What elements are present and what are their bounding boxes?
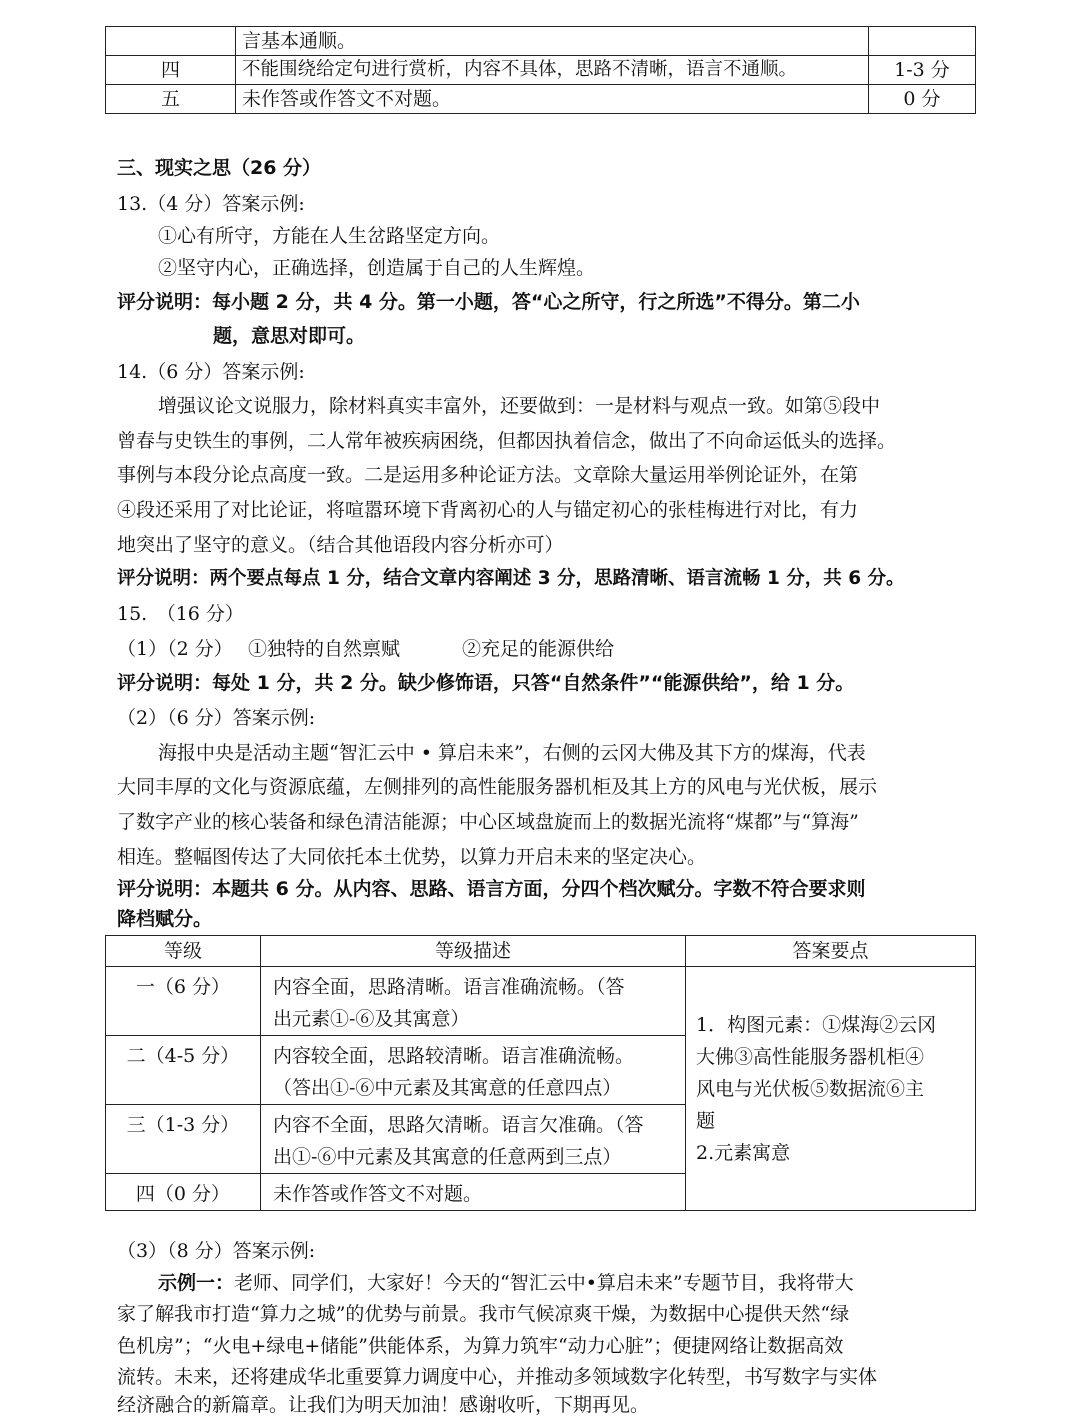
desc-cell: 未作答或作答文不对题。 xyxy=(236,85,869,114)
example-line: 流转。未来，还将建成华北重要算力调度中心，并推动多领域数字化转型，书写数字与实体 xyxy=(117,1366,878,1388)
desc-cell: 不能围绕给定句进行赏析，内容不具体，思路不清晰，语言不通顺。 xyxy=(236,56,869,85)
q14-line: 曾春与史铁生的事例，二人常年被疾病困绕，但都因执着信念，做出了不向命运低头的选择。 xyxy=(117,430,897,452)
desc-cell xyxy=(261,1036,686,1105)
q13-rubric: 评分说明：每小题 2 分，共 4 分。第一小题，答“心之所守，行之所选”不得分。第二小 xyxy=(117,291,860,313)
table-row xyxy=(106,85,976,114)
q13-answer-1: ①心有所守，方能在人生岔路坚定方向。 xyxy=(158,225,501,247)
q15-part1-rubric: 评分说明：每处 1 分，共 2 分。缺少修饰语，只答“自然条件”“能源供给”，给 1 分。 xyxy=(117,672,855,694)
q14-line: 地突出了坚守的意义。（结合其他语段内容分析亦可） xyxy=(117,534,564,556)
example-line: 老师、同学们，大家好！今天的“智汇云中•算启未来”专题节目，我将带大 xyxy=(234,1272,854,1294)
q14-line: ④段还采用了对比论证，将喧嚣环境下背离初心的人与锚定初心的张桂梅进行对比，有力 xyxy=(117,499,859,521)
grade-cell: 五 xyxy=(106,85,236,114)
score-cell: 1-3 分 xyxy=(869,56,976,85)
q15-part1-answer-a: ①独特的自然禀赋 xyxy=(248,638,401,660)
score-cell xyxy=(869,27,976,56)
desc-cell xyxy=(261,1174,686,1211)
q15-part3-first-line xyxy=(158,1272,854,1295)
desc-line: 内容不全面，思路欠清晰。语言欠准确。（答 xyxy=(273,1114,644,1136)
desc-cell xyxy=(261,967,686,1036)
q15-part2-heading: （2）（6 分）答案示例: xyxy=(117,707,316,729)
q14-rubric: 评分说明：两个要点每点 1 分，结合文章内容阐述 3 分，思路清晰、语言流畅 1 分，共 6 分。 xyxy=(117,568,905,589)
q15-part1-answer-b: ②充足的能源供给 xyxy=(462,638,615,660)
key-point-line: 1．构图元素：①煤海②云冈 xyxy=(696,1013,937,1036)
desc-line: （答出①-⑥中元素及其寓意的任意四点） xyxy=(273,1077,622,1099)
desc-line: 未作答或作答文不对题。 xyxy=(273,1183,483,1205)
q13-answer-2: ②坚守内心，正确选择，创造属于自己的人生辉煌。 xyxy=(158,257,596,279)
q15-part2-line: 相连。整幅图传达了大同依托本土优势，以算力开启未来的坚定决心。 xyxy=(117,846,707,868)
key-point-line: 题 xyxy=(696,1109,716,1132)
desc-cell: 言基本通顺。 xyxy=(236,27,869,56)
q15-part3-heading: （3）（8 分）答案示例: xyxy=(117,1240,316,1262)
column-header: 等级描述 xyxy=(261,936,686,967)
desc-line: 内容全面，思路清晰。语言准确流畅。（答 xyxy=(273,976,625,998)
section-title: 三、现实之思（26 分） xyxy=(117,157,322,179)
column-header: 答案要点 xyxy=(686,936,976,967)
q15-part2-rubric-cont: 降档赋分。 xyxy=(117,908,213,930)
grade-cell: 三（1-3 分） xyxy=(106,1105,261,1174)
q14-line: 事例与本段分论点高度一致。二是运用多种论证方法。文章除大量运用举例论证外，在第 xyxy=(117,464,859,486)
column-header: 等级 xyxy=(106,936,261,967)
example-line: 经济融合的新篇章。让我们为明天加油！感谢收听，下期再见。 xyxy=(117,1394,650,1416)
desc-line: 内容较全面，思路较清晰。语言准确流畅。 xyxy=(273,1045,635,1067)
grade-cell xyxy=(106,27,236,56)
example-label: 示例一： xyxy=(158,1272,235,1294)
q15-part2-line: 了数字产业的核心装备和绿色清洁能源；中心区域盘旋而上的数据光流将“煤都”与“算海” xyxy=(117,811,859,833)
q14-line: 增强议论文说服力，除材料真实丰富外，还要做到：一是材料与观点一致。如第⑤段中 xyxy=(158,395,881,417)
desc-line: 出元素①-⑥及其寓意） xyxy=(273,1008,470,1030)
q13-heading: 13.（4 分）答案示例: xyxy=(117,193,305,215)
grade-cell: 一（6 分） xyxy=(106,967,261,1036)
q15-part2-line: 海报中央是活动主题“智汇云中 • 算启未来”，右侧的云冈大佛及其下方的煤海，代表 xyxy=(158,742,866,764)
key-point-line: 风电与光伏板⑤数据流⑥主 xyxy=(696,1077,925,1100)
example-line: 家了解我市打造“算力之城”的优势与前景。我市气候凉爽干燥，为数据中心提供天然“绿 xyxy=(117,1303,850,1325)
top-rubric-table xyxy=(105,26,976,114)
grade-table xyxy=(105,935,976,1211)
table-row xyxy=(106,967,976,1036)
q13-rubric-cont: 题，意思对即可。 xyxy=(213,325,366,347)
key-points-cell xyxy=(686,967,976,1211)
grade-cell: 二（4-5 分） xyxy=(106,1036,261,1105)
table-row xyxy=(106,56,976,85)
q15-part1-label: （1）（2 分） xyxy=(117,638,233,660)
grade-cell: 四（0 分） xyxy=(106,1174,261,1211)
example-line: 色机房”；“火电+绿电+储能”供能体系，为算力筑牢“动力心脏”；便捷网络让数据高效 xyxy=(117,1335,844,1357)
grade-cell: 四 xyxy=(106,56,236,85)
desc-line: 出①-⑥中元素及其寓意的任意两到三点） xyxy=(273,1146,622,1168)
q14-heading: 14.（6 分）答案示例: xyxy=(117,361,305,383)
q15-heading: 15. （16 分） xyxy=(117,603,244,625)
key-point-line: 2.元素寓意 xyxy=(696,1141,791,1164)
key-point-line: 大佛③高性能服务器机柜④ xyxy=(696,1045,925,1068)
q15-part2-rubric: 评分说明：本题共 6 分。从内容、思路、语言方面，分四个档次赋分。字数不符合要求则 xyxy=(117,878,866,900)
table-header-row xyxy=(106,936,976,967)
score-cell: 0 分 xyxy=(869,85,976,114)
table-row xyxy=(106,27,976,56)
q15-part2-line: 大同丰厚的文化与资源底蕴，左侧排列的高性能服务器机柜及其上方的风电与光伏板，展示 xyxy=(117,776,878,798)
desc-cell xyxy=(261,1105,686,1174)
